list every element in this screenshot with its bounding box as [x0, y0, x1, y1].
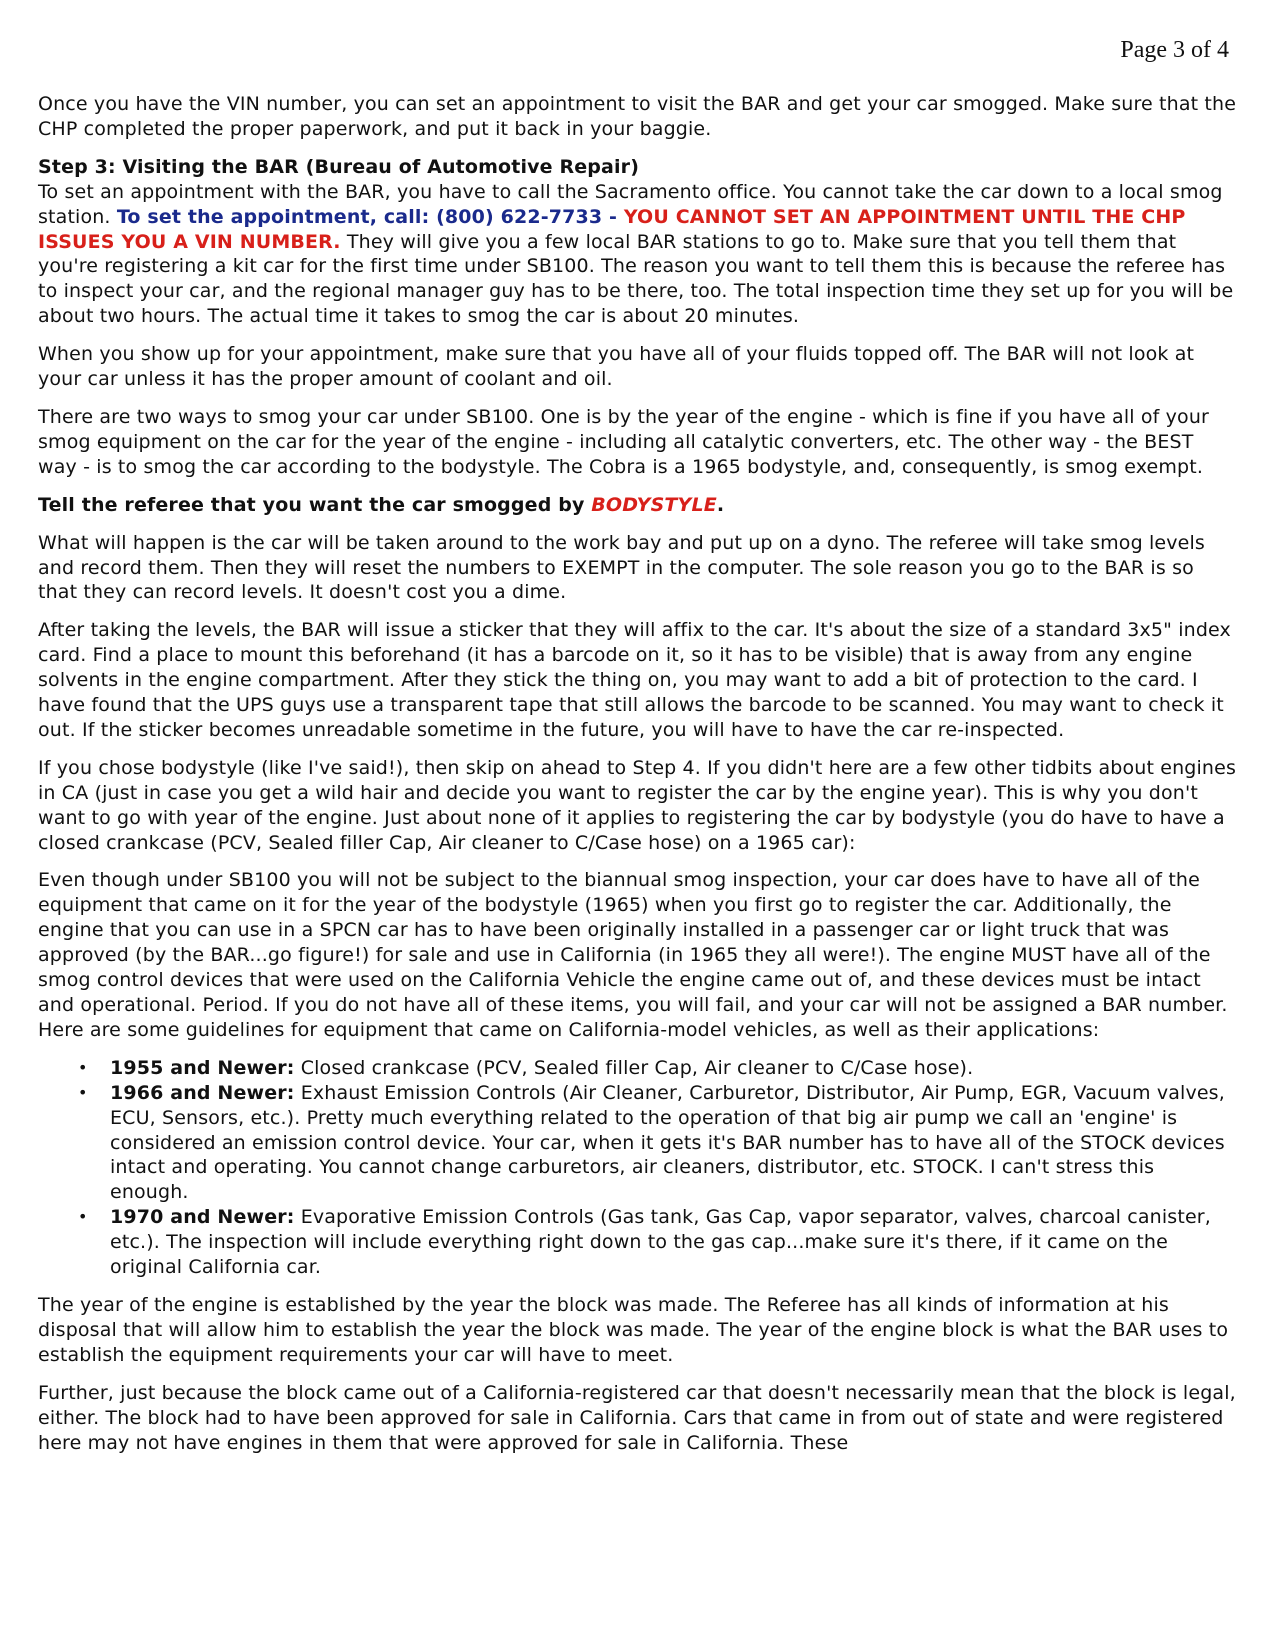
- bullet-icon: •: [78, 1057, 88, 1077]
- intro-paragraph: Once you have the VIN number, you can set an appointment to visit the BAR and get your car smogged. Make sure that the CHP completed the proper paperwork, and put it back in your baggie.: [38, 93, 1237, 140]
- document-body: [38, 92, 1237, 1455]
- step3-text-a: To set an appointment with the BAR, you have to call the Sacramento office. You cannot take the car down to a local smog station.: [38, 180, 1223, 228]
- requirement-label: 1966 and Newer:: [110, 1081, 295, 1104]
- requirement-label: 1955 and Newer:: [110, 1056, 295, 1079]
- requirements-list: [38, 1056, 1237, 1280]
- step3-text-b: They will give you a few local BAR stations to go to. Make sure that you tell them that you're registering a kit car for the first time under SB100. The reason you want to tell them this is because the referee has to inspect your car, and the regional manager guy has to be there, too. The total inspection time they set up for you will be about two hours. The actual time it takes to smog the car is about 20 minutes.: [38, 230, 1234, 328]
- fluids-paragraph: When you show up for your appointment, make sure that you have all of your fluids topped off. The BAR will not look at your car unless it has the proper amount of coolant and oil.: [38, 343, 1195, 391]
- list-item: [78, 1056, 1237, 1081]
- tell-referee-paragraph: [38, 493, 1237, 518]
- requirement-text: Exhaust Emission Controls (Air Cleaner, Carburetor, Distributor, Air Pump, EGR, Vacuum valves, ECU, Sensors, etc.). Pretty much everything related to the operation of that big air pump we call an 'engine' is considered an emission control device. Your car, when it gets it's BAR number has to have all of the STOCK devices intact and operating. You cannot change carburetors, air cleaners, distributor, etc. STOCK. I can't stress this enough.: [110, 1081, 1225, 1204]
- list-item: [78, 1081, 1237, 1206]
- bodystyle-emphasis: BODYSTYLE: [591, 493, 717, 516]
- bullet-icon: •: [78, 1207, 88, 1227]
- requirement-text: Evaporative Emission Controls (Gas tank, Gas Cap, vapor separator, valves, charcoal canister, etc.). The inspection will include everything right down to the gas cap...make sure it's there, if it came on the original California car.: [110, 1206, 1211, 1279]
- list-item: [78, 1205, 1237, 1280]
- step3-heading: Step 3: Visiting the BAR (Bureau of Automotive Repair): [38, 155, 640, 178]
- tell-referee-end: .: [716, 493, 725, 516]
- requirement-label: 1970 and Newer:: [110, 1206, 295, 1229]
- tell-referee-lead: Tell the referee that you want the car smogged by: [38, 493, 592, 516]
- bullet-icon: •: [78, 1082, 88, 1102]
- two-ways-paragraph: There are two ways to smog your car under SB100. One is by the year of the engine - which is fine if you have all of your smog equipment on the car for the year of the engine - including all catalytic converters, etc. The other way - the BEST way - is to smog the car according to the bodystyle. The Cobra is a 1965 bodystyle, and, consequently, is smog exempt.: [38, 405, 1209, 478]
- requirement-text: Closed crankcase (PCV, Sealed filler Cap, Air cleaner to C/Case hose).: [294, 1056, 974, 1079]
- dyno-paragraph: What will happen is the car will be taken around to the work bay and put up on a dyno. The referee will take smog levels and record them. Then they will reset the numbers to EXEMPT in the computer. The sole reason you go to the BAR is so that they can record levels. It doesn't cost you a dime.: [38, 531, 1205, 604]
- appointment-phone-text: To set the appointment, call: (800) 622-7733 -: [116, 205, 624, 228]
- bodystyle-choice-paragraph: If you chose bodystyle (like I've said!), then skip on ahead to Step 4. If you didn't here are a few other tidbits about engines in CA (just in case you get a wild hair and decide you want to register the car by the engine year). This is why you don't want to go with year of the engine. Just about none of it applies to registering the car by bodystyle (you do have to have a closed crankcase (PCV, Sealed filler Cap, Air cleaner to C/Case hose) on a 1965 car):: [38, 756, 1237, 854]
- page-number: Page 3 of 4: [1120, 37, 1229, 63]
- engine-year-paragraph: The year of the engine is established by the year the block was made. The Referee has all kinds of information at his disposal that will allow him to establish the year the block was made. The year of the engine block is what the BAR uses to establish the equipment requirements your car will have to meet.: [38, 1293, 1229, 1366]
- further-paragraph: Further, just because the block came out of a California-registered car that doesn't necessarily mean that the block is legal, either. The block had to have been approved for sale in California. Cars that came in from out of state and were registered here may not have engines in them that were approved for sale in California. These: [38, 1381, 1236, 1454]
- sticker-paragraph: After taking the levels, the BAR will issue a sticker that they will affix to the car. It's about the size of a standard 3x5" index card. Find a place to mount this beforehand (it has a barcode on it, so it has to be visible) that is away from any engine solvents in the engine compartment. After they stick the thing on, you may want to add a bit of protection to the card. I have found that the UPS guys use a transparent tape that still allows the barcode to be scanned. You may want to check it out. If the sticker becomes unreadable sometime in the future, you will have to have the car re-inspected.: [38, 619, 1231, 741]
- equipment-paragraph: Even though under SB100 you will not be subject to the biannual smog inspection, your car does have to have all of the equipment that came on it for the year of the bodystyle (1965) when you first go to register the car. Additionally, the engine that you can use in a SPCN car has to have been originally installed in a passenger car or light truck that was approved (by the BAR...go figure!) for sale and use in California (in 1965 they all were!). The engine MUST have all of the smog control devices that were used on the California Vehicle the engine came out of, and these devices must be intact and operational. Period. If you do not have all of these items, you will fail, and your car will not be assigned a BAR number. Here are some guidelines for equipment that came on California-model vehicles, as well as their applications:: [38, 869, 1228, 1041]
- vin-warning-text: YOU CANNOT SET AN APPOINTMENT UNTIL THE CHP ISSUES YOU A VIN NUMBER.: [38, 205, 1186, 253]
- step3-paragraph: [38, 155, 1237, 329]
